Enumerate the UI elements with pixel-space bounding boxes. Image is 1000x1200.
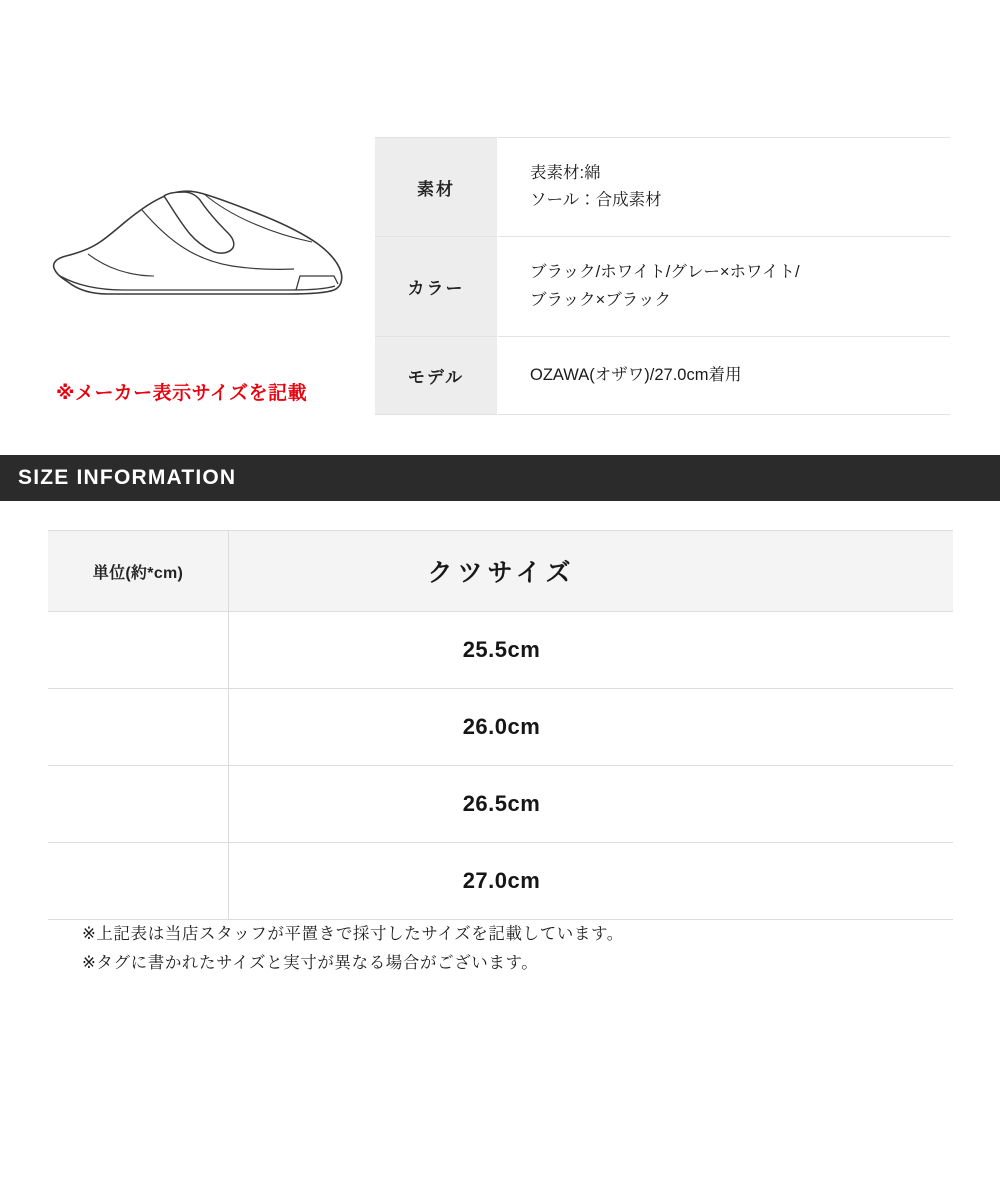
spec-row-value-material (498, 138, 951, 237)
size-row-value: 25.5cm (229, 612, 954, 689)
table-row (375, 336, 950, 414)
size-row-value: 26.0cm (229, 689, 954, 766)
maker-size-note: ※メーカー表示サイズを記載 (56, 383, 308, 404)
size-footnotes (82, 920, 624, 978)
spec-table (375, 137, 950, 415)
size-information-banner (0, 455, 1000, 501)
spec-row-value-model (498, 336, 951, 414)
size-information-title: SIZE INFORMATION (18, 466, 237, 489)
table-row (375, 138, 950, 237)
table-header-row (48, 531, 953, 612)
spec-row-label-material: 素材 (375, 138, 498, 237)
spec-text-line: OZAWA(オザワ)/27.0cm着用 (530, 365, 742, 384)
loafer-shoe-line-drawing (38, 150, 358, 340)
footnote-line: ※タグに書かれたサイズと実寸が異なる場合がございます。 (82, 953, 539, 972)
size-table (48, 530, 953, 920)
spec-text-line: 表素材:綿 (530, 164, 601, 182)
spec-row-label-model: モデル (375, 336, 498, 414)
spec-row-label-color: カラー (375, 237, 498, 336)
spec-text-line: ブラック×ブラック (530, 290, 671, 309)
table-row (48, 689, 953, 766)
size-row-label (48, 766, 229, 843)
spec-text-line: ソール：合成素材 (530, 191, 662, 210)
product-spec-section (0, 0, 1000, 440)
table-row (48, 766, 953, 843)
spec-row-value-color (498, 237, 951, 336)
size-row-value: 27.0cm (229, 843, 954, 920)
size-row-label (48, 689, 229, 766)
spec-text-line: ブラック/ホワイト/グレー×ホワイト/ (530, 263, 800, 282)
size-table-unit-header: 単位(約*cm) (48, 531, 229, 612)
size-row-label (48, 612, 229, 689)
footnote-line: ※上記表は当店スタッフが平置きで採寸したサイズを記載しています。 (82, 925, 624, 943)
table-row (48, 843, 953, 920)
size-row-label (48, 843, 229, 920)
size-row-value: 26.5cm (229, 766, 954, 843)
size-table-value-header: クツサイズ (229, 531, 954, 612)
table-row (48, 612, 953, 689)
table-row (375, 237, 950, 336)
